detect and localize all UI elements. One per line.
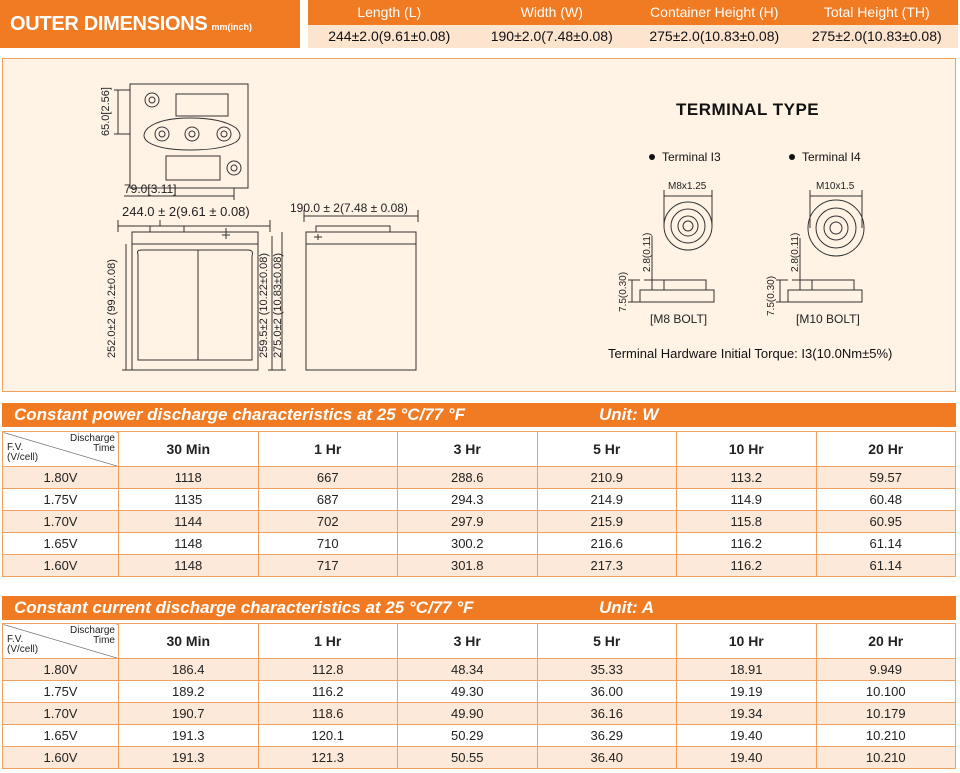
- terminal-type-title: TERMINAL TYPE: [676, 100, 820, 119]
- value-cell: 60.48: [816, 489, 956, 511]
- value-cell: 667: [258, 467, 398, 489]
- value-cell: 120.1: [258, 725, 398, 747]
- value-cell: 19.40: [677, 747, 817, 769]
- top-view-width-dim: 79.0[3.11]: [124, 182, 177, 196]
- value-cell: 48.34: [398, 659, 538, 681]
- value-cell: 10.100: [816, 681, 956, 703]
- power-discharge-table: [2, 431, 956, 577]
- od-header-length: Length (L): [308, 0, 471, 24]
- value-cell: 116.2: [258, 681, 398, 703]
- corner-fv: F.V.: [7, 634, 24, 645]
- value-cell: 710: [258, 533, 398, 555]
- od-header-total-height: Total Height (TH): [796, 0, 959, 24]
- table-corner-cell: [3, 624, 119, 659]
- column-header: 20 Hr: [816, 432, 956, 467]
- power-table-title-bar: [2, 403, 956, 427]
- value-cell: 1144: [119, 511, 259, 533]
- terminal-i4-dim-a: 2.8(0.11): [790, 232, 801, 272]
- bullet-icon: [789, 154, 795, 160]
- table-row: [3, 747, 956, 769]
- table-row: [3, 659, 956, 681]
- value-cell: 49.90: [398, 703, 538, 725]
- value-cell: 210.9: [537, 467, 677, 489]
- value-cell: 300.2: [398, 533, 538, 555]
- od-value-container-height: 275±2.0(10.83±0.08): [633, 24, 796, 48]
- table-row: [3, 681, 956, 703]
- terminal-i3-dim-a: 2.8(0.11): [642, 232, 653, 272]
- value-cell: 1148: [119, 533, 259, 555]
- od-header-container-height: Container Height (H): [633, 0, 796, 24]
- value-cell: 217.3: [537, 555, 677, 577]
- value-cell: 10.179: [816, 703, 956, 725]
- table-row: [3, 725, 956, 747]
- value-cell: 717: [258, 555, 398, 577]
- side-width-dim: 190.0 ± 2(7.48 ± 0.08): [290, 201, 408, 215]
- current-table-unit: Unit: A: [599, 598, 655, 617]
- value-cell: 36.00: [537, 681, 677, 703]
- value-cell: 50.55: [398, 747, 538, 769]
- value-cell: 50.29: [398, 725, 538, 747]
- final-voltage-cell: 1.60V: [3, 747, 119, 769]
- corner-time: Time: [93, 635, 115, 646]
- current-table-title-bar: [2, 596, 956, 620]
- value-cell: 114.9: [677, 489, 817, 511]
- final-voltage-cell: 1.75V: [3, 489, 119, 511]
- corner-vcell: (V/cell): [7, 452, 39, 463]
- final-voltage-cell: 1.65V: [3, 533, 119, 555]
- value-cell: 116.2: [677, 555, 817, 577]
- column-header: 10 Hr: [677, 624, 817, 659]
- value-cell: 10.210: [816, 725, 956, 747]
- final-voltage-cell: 1.70V: [3, 703, 119, 725]
- value-cell: 35.33: [537, 659, 677, 681]
- value-cell: 19.40: [677, 725, 817, 747]
- top-view-height-dim: 65.0[2.56]: [100, 87, 112, 136]
- value-cell: 1135: [119, 489, 259, 511]
- value-cell: 191.3: [119, 747, 259, 769]
- outer-dimensions-heading: OUTER DIMENSIONS: [10, 12, 208, 35]
- od-value-length: 244±2.0(9.61±0.08): [308, 24, 471, 48]
- value-cell: 61.14: [816, 533, 956, 555]
- column-header: 20 Hr: [816, 624, 956, 659]
- front-width-dim: 244.0 ± 2(9.61 ± 0.08): [122, 204, 250, 219]
- final-voltage-cell: 1.80V: [3, 467, 119, 489]
- value-cell: 116.2: [677, 533, 817, 555]
- value-cell: 59.57: [816, 467, 956, 489]
- height-dim-259: 259.5±2 (10.22±0.08): [258, 252, 270, 358]
- value-cell: 189.2: [119, 681, 259, 703]
- terminal-i4-bolt: [M10 BOLT]: [796, 312, 860, 326]
- value-cell: 216.6: [537, 533, 677, 555]
- value-cell: 1118: [119, 467, 259, 489]
- corner-vcell: (V/cell): [7, 644, 39, 655]
- value-cell: 112.8: [258, 659, 398, 681]
- power-table-unit: Unit: W: [599, 405, 659, 424]
- height-dim-252: 252.0±2 (99.2±0.08): [106, 259, 118, 358]
- value-cell: 702: [258, 511, 398, 533]
- column-header: 30 Min: [119, 624, 259, 659]
- value-cell: 36.29: [537, 725, 677, 747]
- corner-time: Time: [93, 443, 115, 454]
- value-cell: 10.210: [816, 747, 956, 769]
- bullet-icon: [649, 154, 655, 160]
- column-header: 1 Hr: [258, 432, 398, 467]
- od-value-total-height: 275±2.0(10.83±0.08): [796, 24, 959, 48]
- side-view-drawing: [304, 210, 418, 370]
- value-cell: 9.949: [816, 659, 956, 681]
- value-cell: 215.9: [537, 511, 677, 533]
- current-table-title: Constant current discharge characteristics at 25 °C/77 °F: [14, 598, 474, 617]
- value-cell: 191.3: [119, 725, 259, 747]
- terminal-i4-label: Terminal I4: [802, 150, 861, 164]
- table-row: [3, 467, 956, 489]
- value-cell: 19.34: [677, 703, 817, 725]
- column-header: 10 Hr: [677, 432, 817, 467]
- od-value-width: 190±2.0(7.48±0.08): [471, 24, 634, 48]
- value-cell: 190.7: [119, 703, 259, 725]
- terminal-i3-thread: M8x1.25: [668, 181, 707, 192]
- value-cell: 115.8: [677, 511, 817, 533]
- value-cell: 113.2: [677, 467, 817, 489]
- value-cell: 49.30: [398, 681, 538, 703]
- terminal-i3-dim-b: 7.5(0.30): [618, 271, 629, 312]
- terminal-i4-thread: M10x1.5: [816, 181, 855, 192]
- table-row: [3, 555, 956, 577]
- column-header: 5 Hr: [537, 432, 677, 467]
- value-cell: 294.3: [398, 489, 538, 511]
- value-cell: 186.4: [119, 659, 259, 681]
- table-row: [3, 703, 956, 725]
- column-header: 3 Hr: [398, 432, 538, 467]
- value-cell: 60.95: [816, 511, 956, 533]
- value-cell: 1148: [119, 555, 259, 577]
- value-cell: 18.91: [677, 659, 817, 681]
- value-cell: 121.3: [258, 747, 398, 769]
- outer-dimensions-unit: mm(inch): [211, 22, 252, 32]
- final-voltage-cell: 1.75V: [3, 681, 119, 703]
- value-cell: 301.8: [398, 555, 538, 577]
- value-cell: 687: [258, 489, 398, 511]
- final-voltage-cell: 1.80V: [3, 659, 119, 681]
- table-row: [3, 533, 956, 555]
- corner-discharge: Discharge: [69, 625, 115, 636]
- current-discharge-table: [2, 623, 956, 769]
- value-cell: 19.19: [677, 681, 817, 703]
- value-cell: 214.9: [537, 489, 677, 511]
- final-voltage-cell: 1.70V: [3, 511, 119, 533]
- value-cell: 36.40: [537, 747, 677, 769]
- od-header-width: Width (W): [471, 0, 634, 24]
- value-cell: 61.14: [816, 555, 956, 577]
- value-cell: 297.9: [398, 511, 538, 533]
- column-header: 5 Hr: [537, 624, 677, 659]
- terminal-i3-bolt: [M8 BOLT]: [650, 312, 708, 326]
- power-table-title: Constant power discharge characteristics at 25 °C/77 °F: [14, 405, 466, 424]
- table-row: [3, 511, 956, 533]
- terminal-i4-dim-b: 7.5(0.30): [766, 275, 777, 316]
- terminal-torque-note: Terminal Hardware Initial Torque: I3(10.0Nm±5%): [608, 346, 893, 361]
- corner-fv: F.V.: [7, 442, 24, 453]
- height-dim-275: 275.0±2 (10.83±0.08): [272, 252, 284, 358]
- column-header: 1 Hr: [258, 624, 398, 659]
- final-voltage-cell: 1.65V: [3, 725, 119, 747]
- corner-discharge: Discharge: [69, 433, 115, 444]
- column-header: 30 Min: [119, 432, 259, 467]
- column-header: 3 Hr: [398, 624, 538, 659]
- value-cell: 118.6: [258, 703, 398, 725]
- table-corner-cell: [3, 432, 119, 467]
- terminal-i3-drawing: [628, 190, 714, 302]
- table-row: [3, 489, 956, 511]
- value-cell: 288.6: [398, 467, 538, 489]
- final-voltage-cell: 1.60V: [3, 555, 119, 577]
- terminal-i3-label: Terminal I3: [662, 150, 721, 164]
- value-cell: 36.16: [537, 703, 677, 725]
